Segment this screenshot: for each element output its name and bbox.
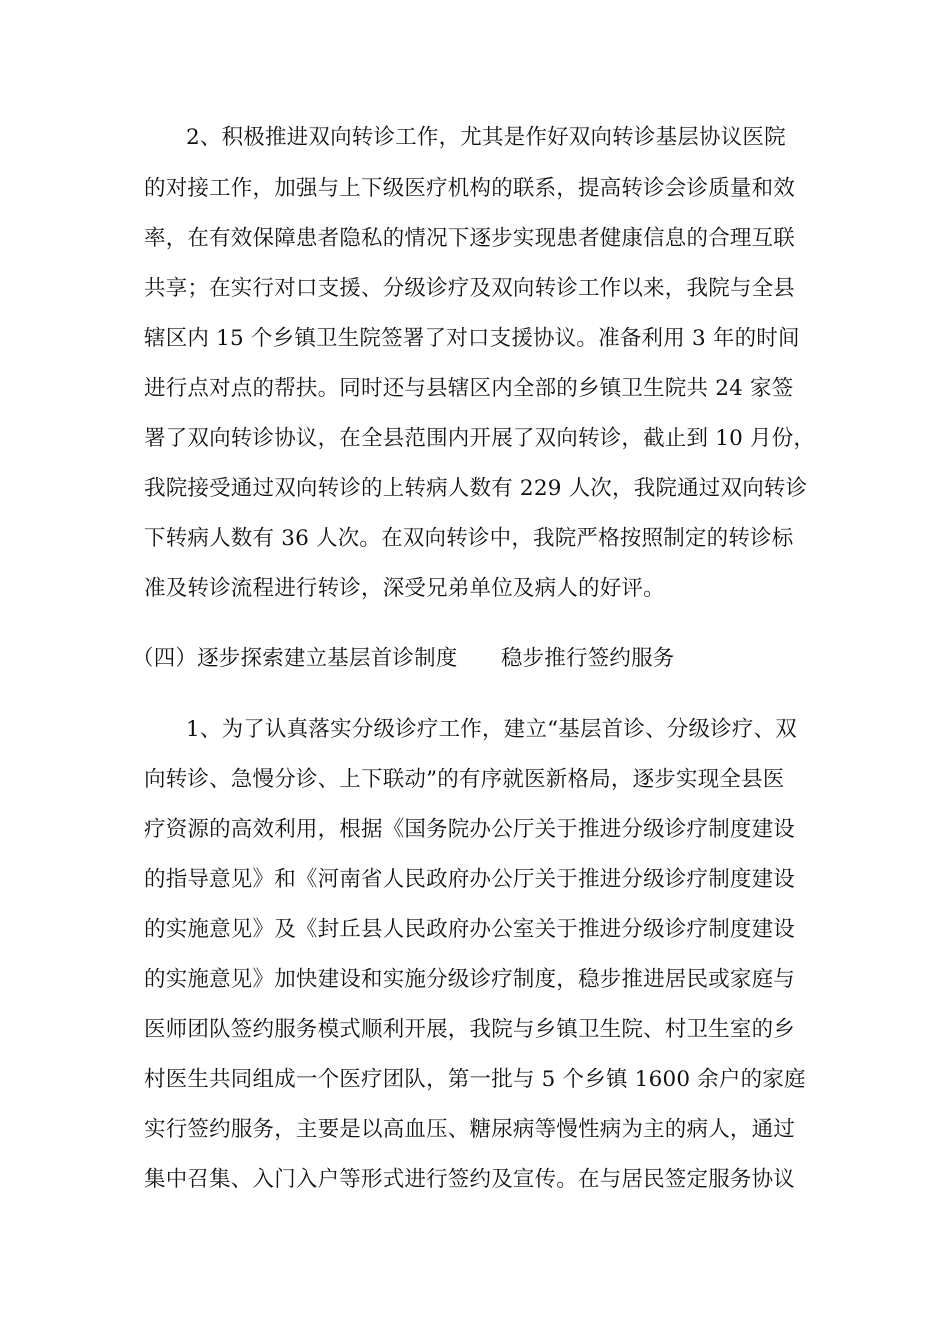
paragraph1-line: 下转病人数有 36 人次。在双向转诊中，我院严格按照制定的转诊标 <box>144 526 794 551</box>
paragraph1-line: 进行点对点的帮扶。同时还与县辖区内全部的乡镇卫生院共 24 家签 <box>144 376 794 401</box>
paragraph2-line: 村医生共同组成一个医疗团队，第一批与 5 个乡镇 1600 余户的家庭 <box>144 1067 806 1092</box>
paragraph2-line: 医师团队签约服务模式顺利开展，我院与乡镇卫生院、村卫生室的乡 <box>144 1017 796 1042</box>
paragraph2-line: 的实施意见》及《封丘县人民政府办公室关于推进分级诊疗制度建设 <box>144 917 796 942</box>
paragraph1-line: 辖区内 15 个乡镇卫生院签署了对口支援协议。准备利用 3 年的时间 <box>144 326 800 351</box>
paragraph1-line: 2、积极推进双向转诊工作，尤其是作好双向转诊基层协议医院 <box>186 125 786 150</box>
paragraph2-line: 的指导意见》和《河南省人民政府办公厅关于推进分级诊疗制度建设 <box>144 867 796 892</box>
paragraph2-line: 1、为了认真落实分级诊疗工作，建立“基层首诊、分级诊疗、双 <box>186 717 797 742</box>
paragraph2-line: 的实施意见》加快建设和实施分级诊疗制度，稳步推进居民或家庭与 <box>144 967 796 992</box>
paragraph1-line: 署了双向转诊协议，在全县范围内开展了双向转诊，截止到 10 月份， <box>144 426 816 451</box>
paragraph2-line: 实行签约服务，主要是以高血压、糖尿病等慢性病为主的病人，通过 <box>144 1117 796 1142</box>
paragraph2-line: 向转诊、急慢分诊、上下联动”的有序就医新格局，逐步实现全县医 <box>144 767 785 792</box>
paragraph1-line: 我院接受通过双向转诊的上转病人数有 229 人次，我院通过双向转诊 <box>144 476 808 501</box>
paragraph1-line: 率，在有效保障患者隐私的情况下逐步实现患者健康信息的合理互联 <box>144 226 796 251</box>
paragraph1-line: 共享；在实行对口支援、分级诊疗及双向转诊工作以来，我院与全县 <box>144 276 796 301</box>
paragraph2-line: 疗资源的高效利用，根据《国务院办公厅关于推进分级诊疗制度建设 <box>144 817 796 842</box>
paragraph1-line: 准及转诊流程进行转诊，深受兄弟单位及病人的好评。 <box>144 576 665 601</box>
paragraph1-line: 的对接工作，加强与上下级医疗机构的联系，提高转诊会诊质量和效 <box>144 176 796 201</box>
paragraph2-line: 集中召集、入门入户等形式进行签约及宣传。在与居民签定服务协议 <box>144 1167 796 1192</box>
section-heading: （四）逐步探索建立基层首诊制度 稳步推行签约服务 <box>132 646 675 671</box>
